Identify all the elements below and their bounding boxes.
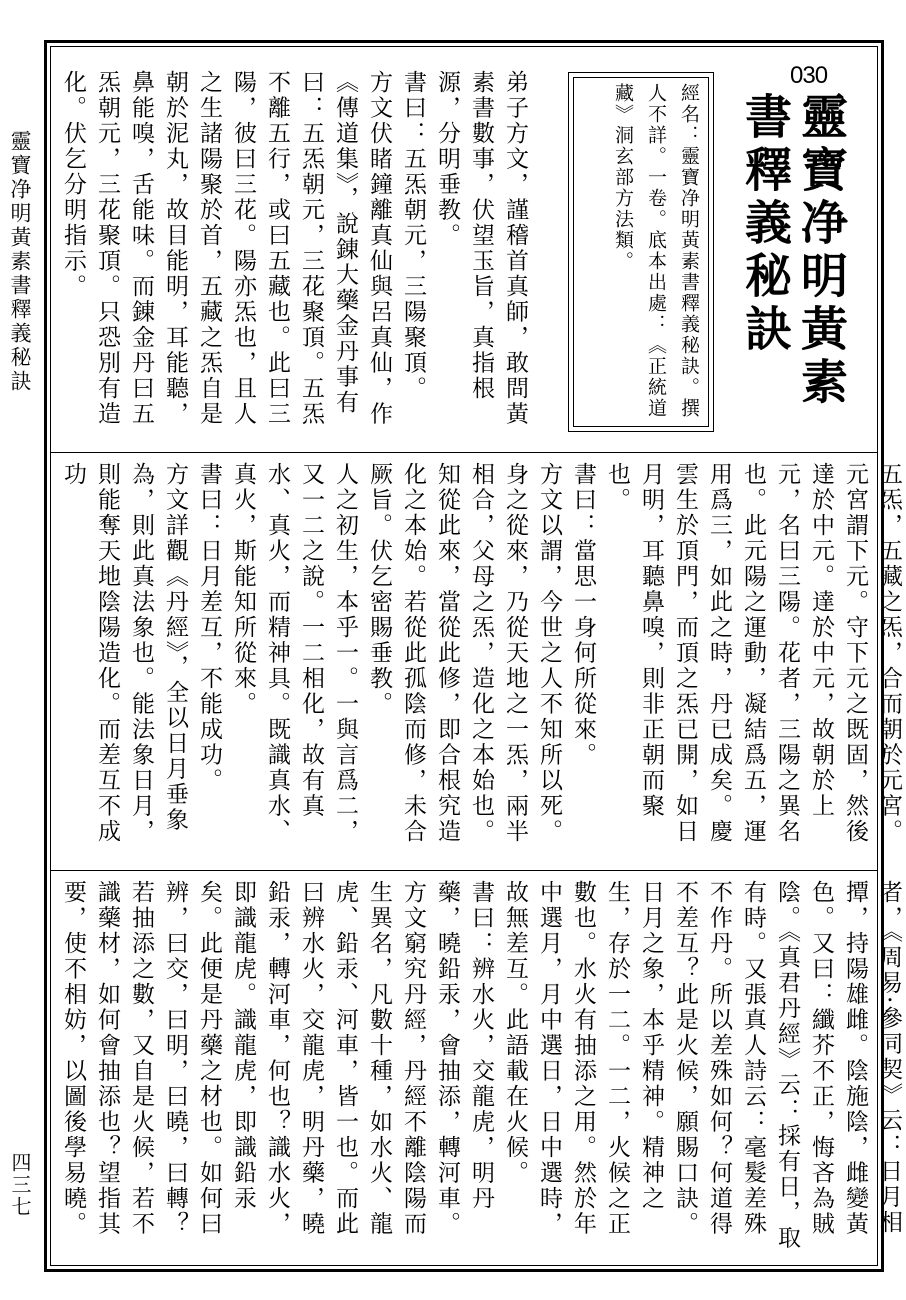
side-title: 靈寶净明黃素書釋義秘訣 [8,130,32,394]
main-title: 靈寶净明黃素書釋義秘訣 [737,92,848,410]
section-divider-2 [50,870,878,871]
section-2 [56,462,902,864]
info-box [568,72,714,432]
section-3-text: 者，《周易·參同契》云：日月相撢，持陽雄雌。陰施陰，雌變黃色。又曰：纖芥不正，悔吝為賊陰。《真君丹經》云：採有日，取有時。又張真人詩云：毫髮差殊不作丹。所以差殊如何？何道得不差互？此是火候，願賜口訣。 日月之象，本乎精神。精神之生，存於一二。一二，火候之正數也。水火有抽添之用。然於年中選月，月中選日，日中選時，故無差互。此語載在火候。 書曰：辨水火，交龍虎，明丹藥，曉鉛汞，會抽添，轉河車。 方文窮究丹經，丹經不離陰陽而生異名，凡數十種，如水火、龍虎、鉛汞、河車，皆一也。而此曰辨水火，交龍虎，明丹藥，曉鉛汞，轉河車，何也？識水火，即識龍虎。識龍虎，即識鉛汞矣。此便是丹藥之材也。如何曰辨，曰交，曰明，曰曉，曰轉？若抽添之數，又自是火候，若不識藥材，如何會抽添也？望指其要，使不相妨，以圖後學易曉。 [60,880,902,1251]
info-box-text: 經名：靈寶净明黃素書釋義秘訣。撰人不詳。一卷。底本出處：《正統道藏》洞玄部方法類。 [612,83,700,419]
section-1-text: 弟子方文，謹稽首真師，敢問黃素書數事，伏望玉旨，真指根源，分明垂教。 書曰：五炁朝元，三陽聚頂。 方文伏睹鐘離真仙與呂真仙，作《傳道集》，說錬大藥金丹事有曰：五炁朝元，三花聚頂。五炁不離五行，或曰五藏也。此曰三陽，彼曰三花。陽亦炁也，且人之生諸陽聚於首，五藏之炁自是朝於泥丸，故目能明，耳能聽，鼻能嗅，舌能味。而錬金丹曰五炁朝元，三花聚頂。只恐別有造化。伏乞分明指示。 [60,70,528,427]
section-1 [56,70,562,446]
section-3 [56,880,902,1262]
section-2-text: 五炁，五藏之炁，合而朝於元宮。元宮謂下元。守下元之既固，然後達於中元。達於中元，故朝於上元，名曰三陽。花者，三陽之異名也。此元陽之運動，凝結爲五，運用爲三，如此之時，丹已成矣。慶雲生於頂門，而頂之炁已開，如日月明，耳聽鼻嗅，則非正朝而聚也。 書曰：當思一身何所從來。 方文以謂，今世之人不知所以死。身之從來，乃從天地之一炁，兩半相合，父母之炁，造化之本始也。知從此來，當從此修，即合根究造化之本始。若從此孤陰而修，未合厥旨。伏乞密賜垂教。 人之初生，本乎一。一與言爲二，又一二之說。一二相化，故有真水、真火，而精神具。既識真水、真火，斯能知所從來。 書曰：日月差互，不能成功。 方文詳觀《丹經》，全以日月垂象為，則此真法象也。能法象日月，則能奪天地陰陽造化。而差互不成功 [60,462,902,845]
entry-number: 030 [790,62,828,89]
page-number: 四三七 [8,1152,32,1218]
